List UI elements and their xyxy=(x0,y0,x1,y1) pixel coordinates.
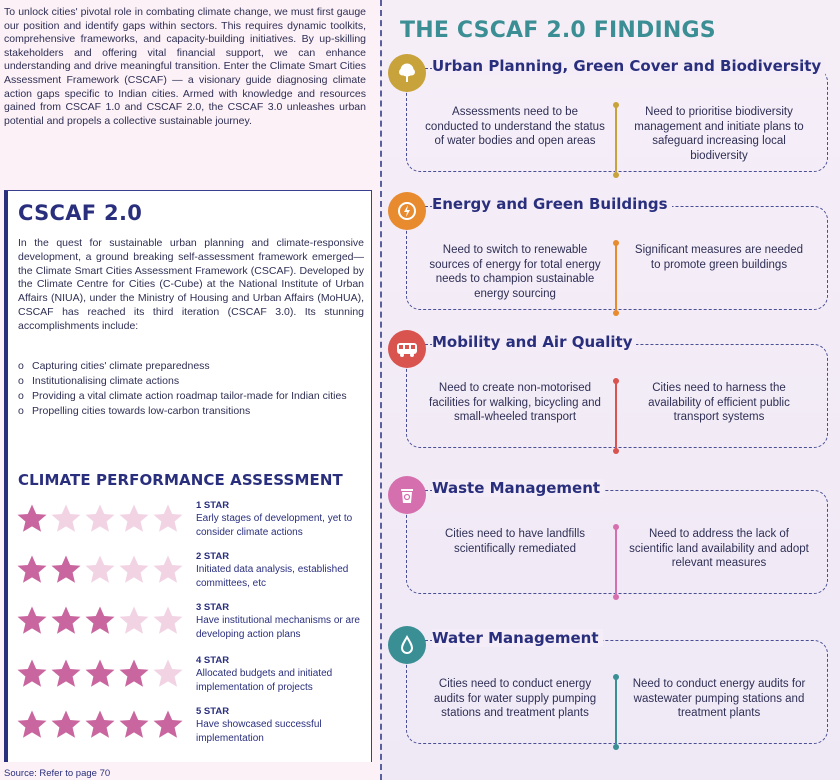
finding-heading: Mobility and Air Quality xyxy=(432,333,636,351)
finding-left-text: Cities need to conduct energy audits for water supply pumping stations and treatment plants xyxy=(433,678,597,719)
star-level-row xyxy=(16,497,372,541)
star-empty-icon xyxy=(152,605,184,637)
star-filled-icon xyxy=(152,709,184,741)
source-note: Source: Refer to page 70 xyxy=(4,768,111,779)
finding-card xyxy=(406,490,828,594)
finding-left-text: Cities need to have landfills scientifically remediated xyxy=(445,528,585,555)
star-empty-icon xyxy=(152,503,184,535)
cscaf-info-box xyxy=(4,190,372,762)
finding-section xyxy=(406,626,840,744)
bullet-icon: o xyxy=(18,390,24,402)
star-filled-icon xyxy=(118,709,150,741)
star-level-description: Have institutional mechanisms or are developing action plans xyxy=(196,615,360,640)
star-filled-icon xyxy=(16,503,48,535)
bullet-icon: o xyxy=(18,360,24,372)
finding-heading: Water Management xyxy=(432,629,603,647)
list-item: o Providing a vital climate action roadmap tailor-made for Indian cities xyxy=(18,390,347,402)
bus-icon xyxy=(388,330,426,368)
star-level-description: Early stages of development, yet to consider climate actions xyxy=(196,513,353,538)
star-level-row xyxy=(16,599,372,643)
star-level-label: 2 STAR xyxy=(196,550,230,562)
bullet-icon: o xyxy=(18,405,24,417)
finding-section xyxy=(406,476,840,594)
finding-right-text: Need to prioritise biodiversity management and initiate plans to safeguard increasing local biodiversity xyxy=(634,106,804,162)
finding-section xyxy=(406,330,840,448)
star-empty-icon xyxy=(152,658,184,690)
finding-left-text: Need to create non-motorised facilities for walking, bicycling and small-wheeled transport xyxy=(429,382,601,423)
star-empty-icon xyxy=(118,554,150,586)
energy-icon xyxy=(388,192,426,230)
finding-left-text: Assessments need to be conducted to understand the status of water bodies and open areas xyxy=(425,106,605,147)
finding-section xyxy=(406,192,840,310)
finding-card xyxy=(406,344,828,448)
water-drop-icon xyxy=(388,626,426,664)
star-rating xyxy=(16,658,196,690)
star-level-description: Have showcased successful implementation xyxy=(196,719,322,744)
star-filled-icon xyxy=(16,658,48,690)
finding-card xyxy=(406,640,828,744)
star-rating xyxy=(16,605,196,637)
star-filled-icon xyxy=(84,709,116,741)
star-empty-icon xyxy=(118,605,150,637)
finding-right-text: Cities need to harness the availability of efficient public transport systems xyxy=(648,382,790,423)
divider xyxy=(615,527,617,597)
star-empty-icon xyxy=(152,554,184,586)
star-filled-icon xyxy=(50,605,82,637)
finding-section xyxy=(406,54,840,172)
finding-right-text: Need to conduct energy audits for wastewater pumping stations and treatment plants xyxy=(632,678,806,719)
bin-icon xyxy=(388,476,426,514)
star-filled-icon xyxy=(50,658,82,690)
performance-title: CLIMATE PERFORMANCE ASSESSMENT xyxy=(18,471,343,489)
finding-card xyxy=(406,206,828,310)
cscaf-description: In the quest for sustainable urban planning and climate-responsive development, a ground breaking self-assessment framework emerged—the Climate Smart Cities Assessment Framework (CSCAF). Developed by the Climate Centre for Cities (C-Cube) at the National Institute of Urban Affairs (NIUA), under the Ministry of Housing and Urban Affairs (MoHUA), CSCAF has reached its third iteration (CSCAF 3.0). Its stunning accomplishments include: xyxy=(18,237,364,332)
star-empty-icon xyxy=(118,503,150,535)
star-filled-icon xyxy=(84,605,116,637)
star-level-row xyxy=(16,652,372,696)
finding-heading: Waste Management xyxy=(432,479,604,497)
star-rating xyxy=(16,503,196,535)
star-level-description: Initiated data analysis, established committees, etc xyxy=(196,564,349,589)
star-filled-icon xyxy=(50,709,82,741)
finding-heading: Urban Planning, Green Cover and Biodiversity xyxy=(432,57,825,75)
star-empty-icon xyxy=(84,503,116,535)
star-filled-icon xyxy=(50,554,82,586)
accomplishments-list xyxy=(18,359,368,419)
star-level-label: 3 STAR xyxy=(196,601,230,613)
finding-card xyxy=(406,68,828,172)
star-filled-icon xyxy=(16,554,48,586)
star-level-description: Allocated budgets and initiated implementation of projects xyxy=(196,668,333,693)
star-level-label: 5 STAR xyxy=(196,705,230,717)
cscaf-title: CSCAF 2.0 xyxy=(18,201,143,225)
star-level-row xyxy=(16,548,372,592)
star-empty-icon xyxy=(84,554,116,586)
list-item: o Institutionalising climate actions xyxy=(18,375,180,387)
star-level-label: 4 STAR xyxy=(196,654,230,666)
divider xyxy=(615,243,617,313)
list-item: o Capturing cities' climate preparedness xyxy=(18,360,210,372)
finding-left-text: Need to switch to renewable sources of energy for total energy needs to champion sustainable energy sourcing xyxy=(429,244,601,300)
divider xyxy=(615,677,617,747)
finding-right-text: Need to address the lack of scientific land availability and adopt relevant measures xyxy=(629,528,809,569)
star-filled-icon xyxy=(84,658,116,690)
bullet-icon: o xyxy=(18,375,24,387)
star-level-label: 1 STAR xyxy=(196,499,230,511)
finding-heading: Energy and Green Buildings xyxy=(432,195,672,213)
star-filled-icon xyxy=(16,605,48,637)
star-filled-icon xyxy=(16,709,48,741)
star-filled-icon xyxy=(118,658,150,690)
findings-title: THE CSCAF 2.0 FINDINGS xyxy=(400,18,716,43)
list-item: o Propelling cities towards low-carbon transitions xyxy=(18,405,251,417)
star-empty-icon xyxy=(50,503,82,535)
tree-icon xyxy=(388,54,426,92)
finding-right-text: Significant measures are needed to promote green buildings xyxy=(634,244,804,271)
star-level-row xyxy=(16,703,372,747)
star-rating xyxy=(16,554,196,586)
divider xyxy=(615,105,617,175)
star-rating xyxy=(16,709,196,741)
divider xyxy=(615,381,617,451)
findings-panel xyxy=(380,0,840,780)
intro-paragraph: To unlock cities' pivotal role in combating climate change, we must first gauge our position and identify gaps within sectors. This requires dynamic toolkits, comprehensive frameworks, and capacity-building initiatives. By up-skilling stakeholders and offering vital financial support, we can enhance understanding and drive meaningful transition. Enter the Climate Smart Cities Assessment Framework (CSCAF) — a visionary guide diagnosing climate action gaps specific to Indian cities. Armed with knowledge and resources gained from CSCAF 1.0 and CSCAF 2.0, the CSCAF 3.0 unleashes urban potential and propels a collective sustainable journey. xyxy=(4,6,366,127)
